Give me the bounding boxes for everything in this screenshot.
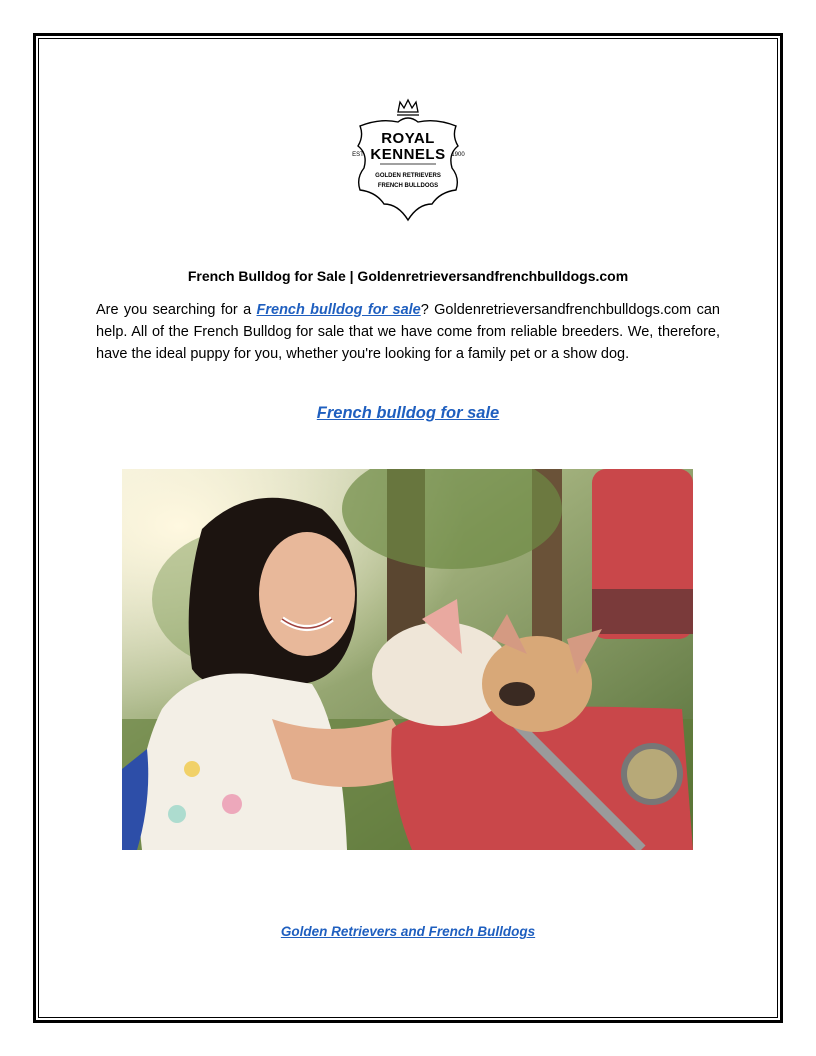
logo-subtitle-line2: FRENCH BULLDOGS	[377, 183, 439, 189]
intro-text-start: Are you searching for a	[96, 302, 257, 318]
woman-with-puppies-photo	[122, 469, 693, 850]
royal-kennels-logo	[340, 92, 476, 228]
logo-subtitle-line1: GOLDEN RETRIEVERS	[375, 173, 441, 179]
golden-retrievers-french-bulldogs-link[interactable]: Golden Retrievers and French Bulldogs	[280, 924, 536, 939]
logo-name-line1: ROYAL	[381, 130, 435, 147]
intro-paragraph	[96, 299, 720, 365]
page-title: French Bulldog for Sale | Goldenretrieversandfrenchbulldogs.com	[187, 268, 629, 284]
intro-text-end: ? Goldenretrieversandfrenchbulldogs.com can help. All of the French Bulldog for sale that we have come from reliable breeders. We, therefore, have the ideal puppy for you, whether you're looking for a family pet or a show dog.	[96, 302, 720, 362]
french-bulldog-heading-link[interactable]: French bulldog for sale	[316, 404, 500, 422]
heading-link-container	[96, 404, 720, 423]
logo-est-label: EST	[352, 152, 364, 158]
logo-name-line2: KENNELS	[370, 146, 446, 163]
logo-est-year: 1900	[451, 152, 465, 158]
footer-link-container	[96, 924, 720, 939]
intro-french-bulldog-link[interactable]: French bulldog for sale	[256, 302, 421, 318]
